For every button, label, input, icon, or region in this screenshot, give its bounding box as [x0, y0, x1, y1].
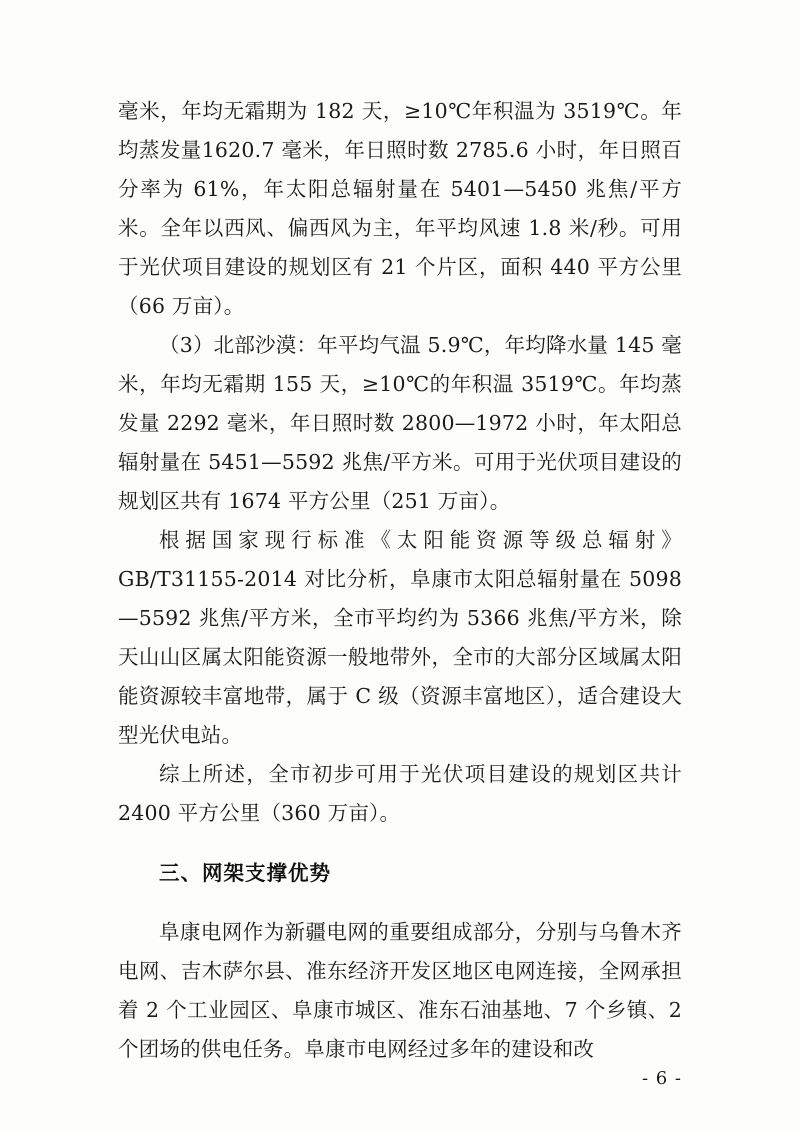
page-number: - 6 - — [641, 1068, 682, 1089]
section-heading-grid-advantage: 三、网架支撑优势 — [159, 860, 331, 885]
paragraph-grid-description: 阜康电网作为新疆电网的重要组成部分，分别与乌鲁木齐电网、吉木萨尔县、准东经济开发区地区电网连接，全网承担着 2 个工业园区、阜康市城区、准东石油基地、7 个乡镇、2 个团场的供电任务。阜康市电网经过多年的建设和改 — [118, 920, 682, 1061]
paragraph-standard-analysis: 根据国家现行标准《太阳能资源等级总辐射》GB/T31155-2014 对比分析，阜康市太阳总辐射量在 5098—5592 兆焦/平方米，全市平均约为 5366 兆焦/平方米，除天山山区属太阳能资源一般地带外，全市的大部分区域属太阳能资源较丰富地带，属于 C 级（资源丰富地区），适合建设大型光伏电站。 — [118, 528, 682, 747]
paragraph-continuation: 毫米，年均无霜期为 182 天，≥10℃年积温为 3519℃。年均蒸发量1620.7 毫米，年日照时数 2785.6 小时，年日照百分率为 61%，年太阳总辐射量在 5401—5450 兆焦/平方米。全年以西风、偏西风为主，年平均风速 1.8 米/秒。可用于光伏项目建设的规划区有 21 个片区，面积 440 平方公里（66 万亩）。 — [118, 99, 682, 318]
paragraph-north-desert: （3）北部沙漠：年平均气温 5.9℃，年均降水量 145 毫米，年均无霜期 155 天，≥10℃的年积温 3519℃。年均蒸发量 2292 毫米，年日照时数 2800—1972 小时，年太阳总辐射量在 5451—5592 兆焦/平方米。可用于光伏项目建设的规划区共有 1674 平方公里（251 万亩）。 — [118, 333, 682, 513]
paragraph-summary: 综上所述，全市初步可用于光伏项目建设的规划区共计2400 平方公里（360 万亩）。 — [118, 762, 682, 825]
page-content — [118, 92, 682, 1069]
